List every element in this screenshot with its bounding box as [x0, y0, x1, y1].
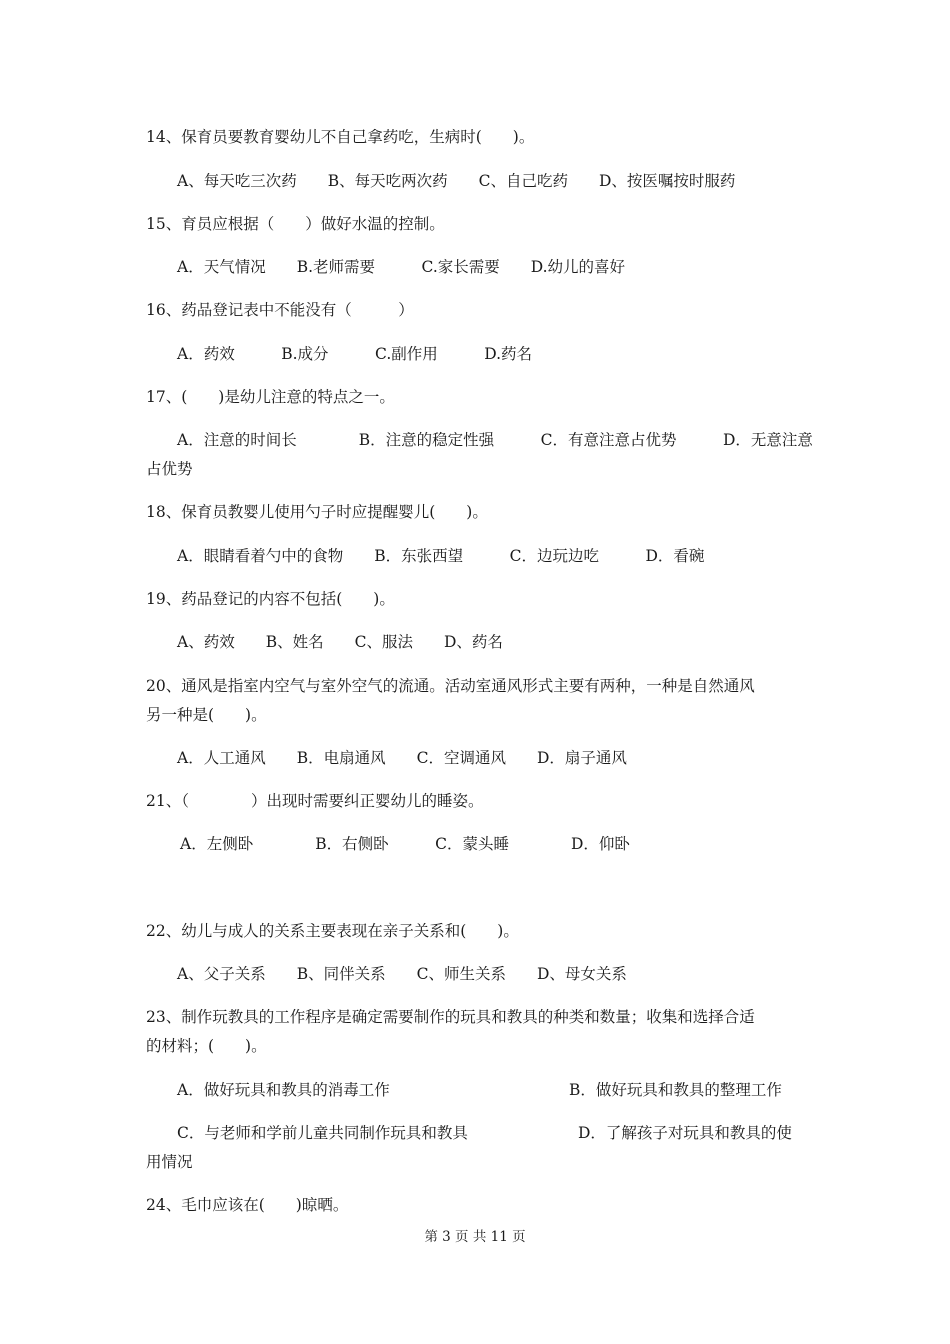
question-23-continued: 的材料；( )。 — [146, 1037, 267, 1055]
page-number: 第 3 页 共 11 页 — [424, 1229, 526, 1245]
question-15-options: A．天气情况 B.老师需要 C.家长需要 D.幼儿的喜好 — [177, 258, 626, 276]
question-17-options-continued: 占优势 — [146, 460, 193, 478]
question-20-options: A．人工通风 B．电扇通风 C．空调通风 D．扇子通风 — [177, 749, 627, 767]
question-20-continued: 另一种是( )。 — [146, 706, 267, 724]
question-21-options: A．左侧卧 B．右侧卧 C．蒙头睡 D．仰卧 — [180, 835, 630, 853]
question-16: 16、药品登记表中不能没有（ ） — [146, 301, 414, 319]
question-22: 22、幼儿与成人的关系主要表现在亲子关系和( )。 — [146, 922, 519, 940]
question-17-options: A．注意的时间长 B．注意的稳定性强 C．有意注意占优势 D．无意注意 — [177, 431, 813, 449]
question-21: 21、（ ）出现时需要纠正婴幼儿的睡姿。 — [146, 792, 484, 810]
question-18: 18、保育员教婴儿使用勺子时应提醒婴儿( )。 — [146, 503, 488, 521]
question-24: 24、毛巾应该在( )晾晒。 — [146, 1196, 349, 1214]
question-16-options: A．药效 B.成分 C.副作用 D.药名 — [177, 345, 533, 363]
question-15: 15、育员应根据（ ）做好水温的控制。 — [146, 215, 445, 233]
question-18-options: A．眼睛看着勺中的食物 B．东张西望 C．边玩边吃 D．看碗 — [177, 547, 705, 565]
question-23-option-d-continued: 用情况 — [146, 1153, 193, 1171]
question-23-option-c: C．与老师和学前儿童共同制作玩具和教具 — [177, 1124, 468, 1142]
question-19: 19、药品登记的内容不包括( )。 — [146, 590, 395, 608]
question-19-options: A、药效 B、姓名 C、服法 D、药名 — [177, 633, 503, 651]
question-14: 14、保育员要教育婴幼儿不自己拿药吃，生病时( )。 — [146, 128, 535, 146]
question-23-option-d: D．了解孩子对玩具和教具的使 — [578, 1124, 792, 1142]
question-22-options: A、父子关系 B、同伴关系 C、师生关系 D、母女关系 — [177, 965, 627, 983]
question-23: 23、制作玩教具的工作程序是确定需要制作的玩具和教具的种类和数量；收集和选择合适 — [146, 1008, 755, 1026]
question-23-option-a: A．做好玩具和教具的消毒工作 — [177, 1081, 390, 1099]
question-23-option-b: B．做好玩具和教具的整理工作 — [569, 1081, 782, 1099]
question-14-options: A、每天吃三次药 B、每天吃两次药 C、自己吃药 D、按医嘱按时服药 — [177, 172, 736, 190]
question-20: 20、通风是指室内空气与室外空气的流通。活动室通风形式主要有两种，一种是自然通风 — [146, 677, 755, 695]
question-17: 17、( )是幼儿注意的特点之一。 — [146, 388, 395, 406]
